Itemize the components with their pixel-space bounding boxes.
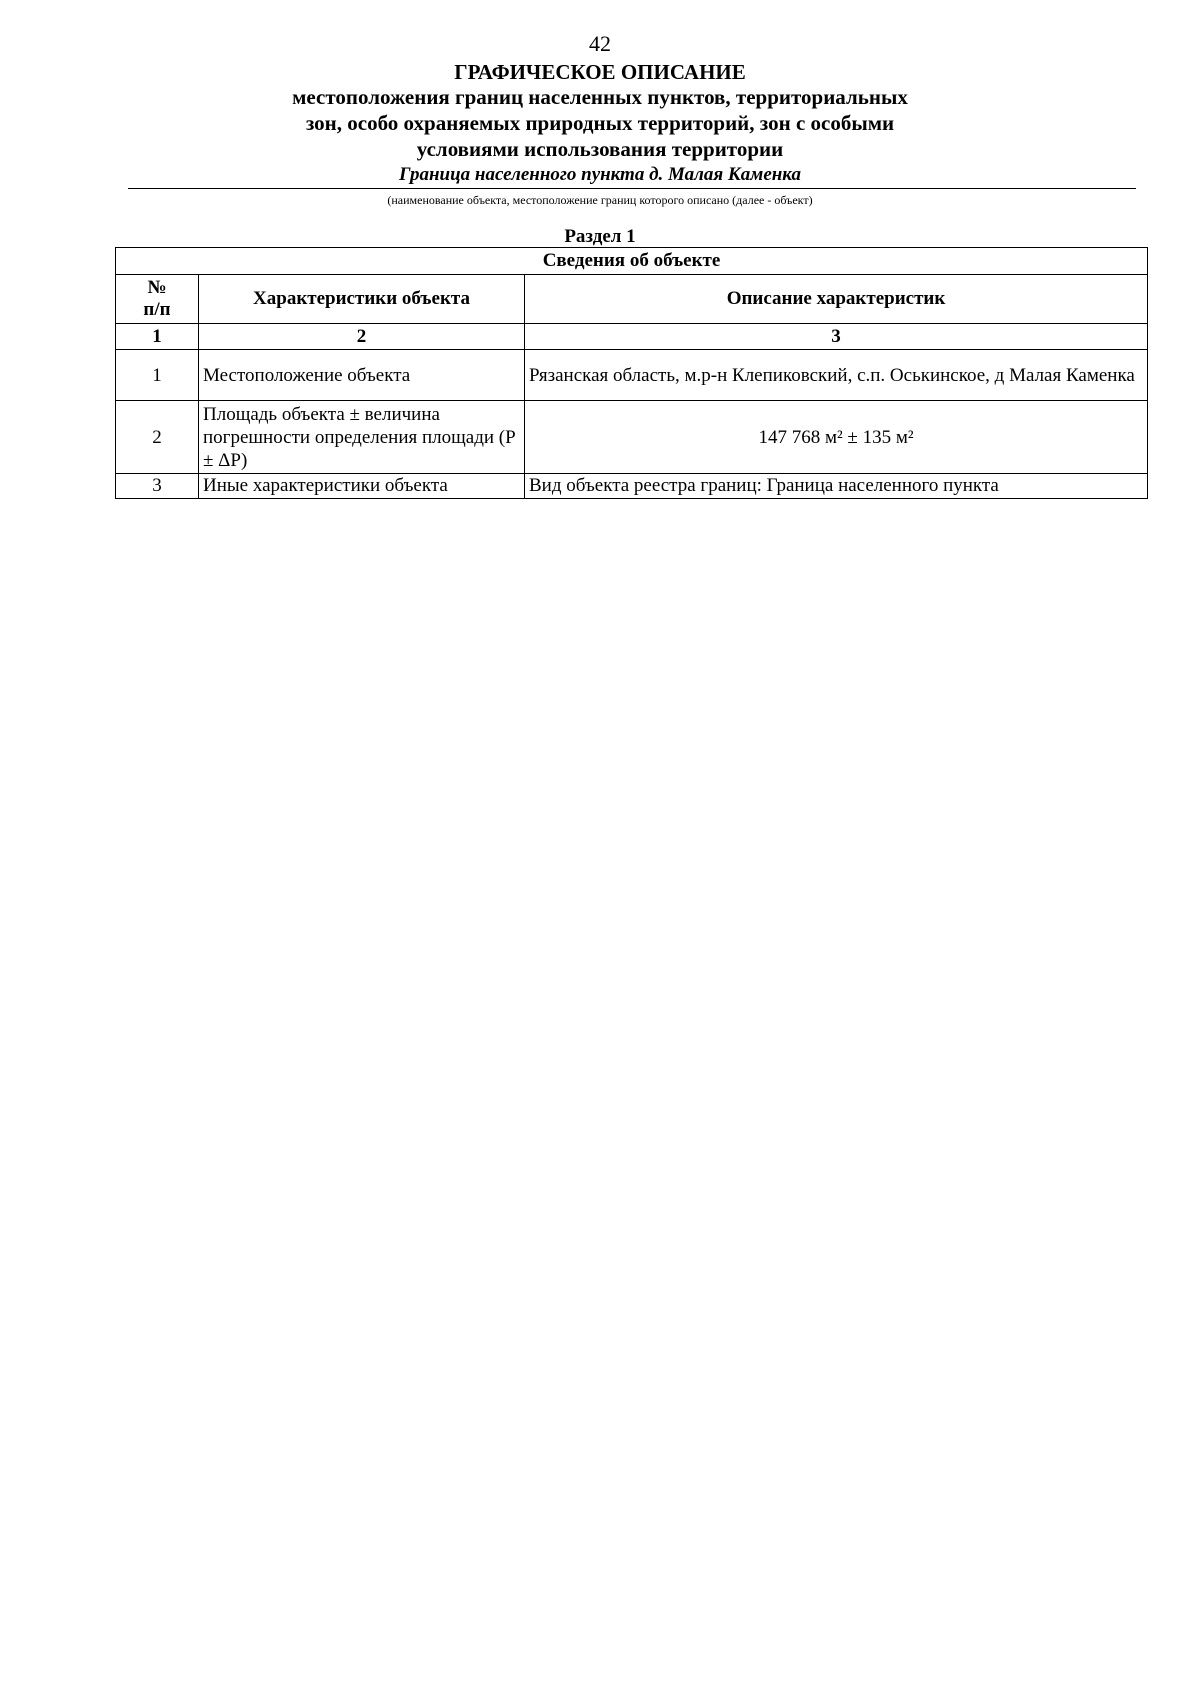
row-description: Рязанская область, м.р-н Клепиковский, с.п. Оськинское, д Малая Каменка [525,350,1148,401]
subtitle-line: зон, особо охраняемых природных территорий, зон с особыми [305,111,895,135]
table-caption-row [116,248,1148,275]
header-num-line2: п/п [143,299,171,320]
header-num [116,275,199,324]
header-num-line1: № [147,277,167,298]
column-numbers-row [116,324,1148,350]
column-number: 3 [525,324,1148,350]
document-subtitle [0,84,1200,162]
row-number: 1 [116,350,199,401]
subtitle-line: местоположения границ населенных пунктов, территориальных [292,85,908,109]
table-header-row [116,275,1148,324]
table-row [116,474,1148,499]
row-number: 2 [116,401,199,474]
row-characteristic: Площадь объекта ± величина погрешности определения площади (P ± ΔP) [199,401,525,474]
object-name-caption: (наименование объекта, местоположение границ которого описано (далее - объект) [387,193,813,207]
row-number: 3 [116,474,199,499]
table-row [116,401,1148,474]
header-description: Описание характеристик [525,275,1148,324]
object-name: Граница населенного пункта д. Малая Каменка [399,164,801,185]
table-caption: Сведения об объекте [116,248,1148,275]
object-name-underline [128,188,1136,189]
column-number: 2 [199,324,525,350]
row-description: 147 768 м² ± 135 м² [525,401,1148,474]
page-number: 42 [589,31,611,56]
column-number: 1 [116,324,199,350]
header-characteristics: Характеристики объекта [199,275,525,324]
object-info-table [115,247,1148,499]
table-row [116,350,1148,401]
row-characteristic: Местоположение объекта [199,350,525,401]
row-description: Вид объекта реестра границ: Граница населенного пункта [525,474,1148,499]
subtitle-line: условиями использования территории [416,137,784,161]
row-characteristic: Иные характеристики объекта [199,474,525,499]
section-title: Раздел 1 [564,226,636,247]
document-title: ГРАФИЧЕСКОЕ ОПИСАНИЕ [454,60,746,84]
